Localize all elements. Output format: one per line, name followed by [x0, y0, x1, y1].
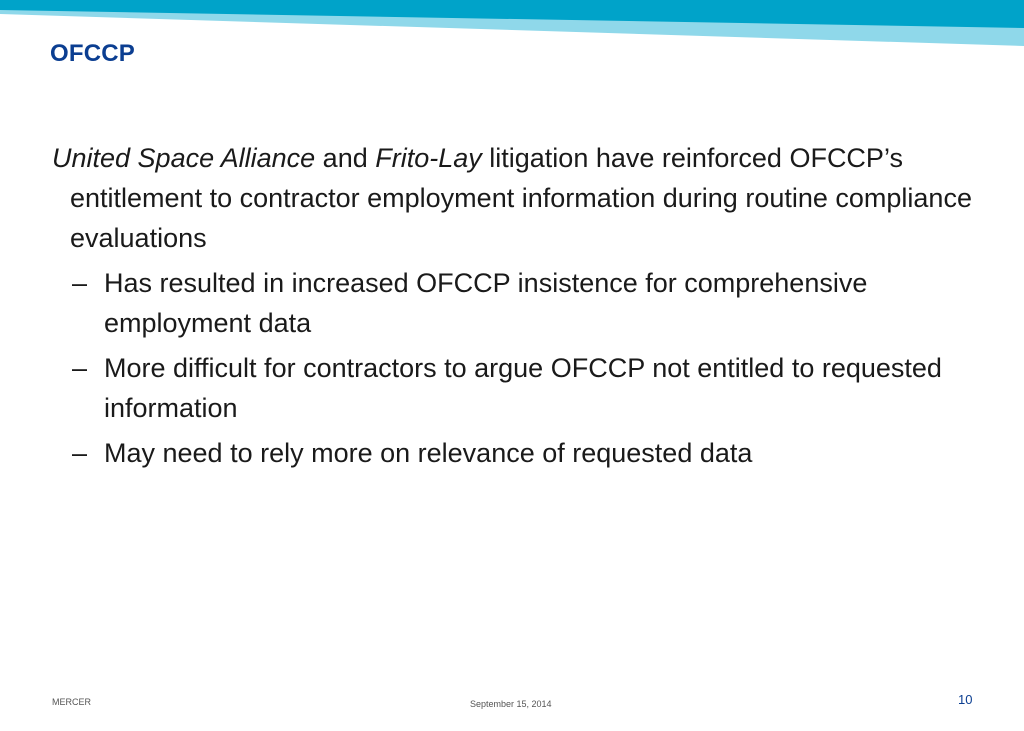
lead-connector: and	[315, 143, 376, 173]
case-name-frito-lay: Frito-Lay	[375, 143, 482, 173]
footer-brand: MERCER	[52, 697, 92, 707]
sub-bullet	[52, 263, 982, 343]
footer-date: September 15, 2014	[470, 699, 552, 709]
sub-bullet-text: Has resulted in increased OFCCP insistence for comprehensive employment data	[104, 268, 868, 338]
sub-bullet	[52, 348, 982, 428]
slide-body	[52, 138, 982, 478]
sub-bullet	[52, 433, 982, 473]
dash-marker: –	[72, 268, 88, 298]
sub-bullet-list	[52, 263, 982, 473]
lead-rest: litigation have reinforced OFCCP’s entitlement to contractor employment information during routine compliance evaluations	[70, 143, 972, 253]
slide-title: OFCCP	[50, 40, 135, 67]
sub-bullet-text: May need to rely more on relevance of requested data	[104, 438, 753, 468]
case-name-usa: United Space Alliance	[52, 143, 316, 173]
sub-bullet-text: More difficult for contractors to argue OFCCP not entitled to requested information	[104, 353, 942, 423]
dash-marker: –	[72, 438, 88, 468]
dash-marker: –	[72, 353, 88, 383]
page-number: 10	[958, 692, 973, 707]
lead-paragraph	[52, 138, 982, 258]
header-band	[0, 0, 1024, 50]
